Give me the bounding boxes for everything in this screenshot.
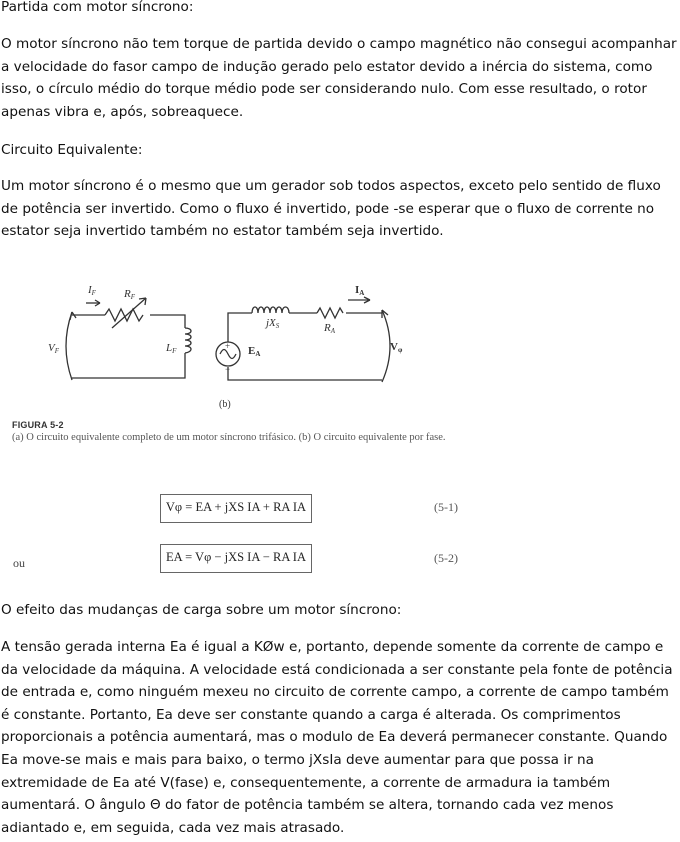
equation-number-5-2: (5-2) <box>434 551 458 565</box>
section-title-partida: Partida com motor síncrono: <box>1 0 194 15</box>
svg-text:−: − <box>225 364 231 374</box>
svg-text:jXS: jXS <box>266 317 280 330</box>
svg-text:RA: RA <box>324 322 336 335</box>
svg-text:+: + <box>225 341 231 351</box>
equation-5-2: EA = Vφ − jXS IA − RA IA <box>160 544 312 573</box>
svg-text:IA: IA <box>355 284 365 297</box>
figure-caption: (a) O circuito equivalente completo de um motor síncrono trifásico. (b) O circuito equivalente por fase. <box>12 432 446 443</box>
svg-text:VF: VF <box>48 342 60 355</box>
armature-reactance-jxs <box>252 307 289 313</box>
equation-connector: ou <box>13 556 25 570</box>
svg-text:Vφ: Vφ <box>390 341 403 354</box>
svg-text:RF: RF <box>124 288 136 301</box>
section-title-efeito-carga: O efeito das mudanças de carga sobre um motor síncrono: <box>1 602 402 618</box>
equation-5-1: Vφ = EA + jXS IA + RA IA <box>160 494 312 523</box>
figure-caption-head: FIGURA 5-2 <box>12 420 64 430</box>
armature-resistor-ra <box>317 308 343 318</box>
equation-number-5-1: (5-1) <box>434 500 458 514</box>
field-resistor-rf <box>105 309 143 321</box>
svg-text:EA: EA <box>248 345 261 358</box>
paragraph-efeito-carga: A tensão gerada interna Ea é igual a KØw e, portanto, depende somente da corrente de campo e da velocidade da máquina. A velocidade está condicionada a ser constante pela fonte de potência de entrada e, como ninguém mexeu no circuito de corrente campo, a corrente de campo também é constante. Portanto, Ea deve ser constante quando a carga é alterada. Os comprimentos proporcionais a potência aumentará, mas o modulo de Ea deverá permanecer constante. Quando Ea move-se mais e mais para baixo, o termo jXsIa deve aumentar para que possa ir na extremidade de Ea até V(fase) e, consequentemente, a corrente de armadura ia também aumentará. O ângulo Θ do fator de potência também se altera, tornando cada vez menos adiantado e, em seguida, cada vez mais atrasado. <box>1 639 673 836</box>
equivalent-circuit-figure <box>0 250 680 415</box>
paragraph-partida: O motor síncrono não tem torque de partida devido o campo magnético não consegui acompanhar a velocidade do fasor campo de indução gerado pelo estator devido a inércia do sistema, como isso, o círculo médio do torque médio pode ser considerando nulo. Com esse resultado, o rotor apenas vibra e, após, sobreaquece. <box>1 36 677 120</box>
section-title-circuito: Circuito Equivalente: <box>1 142 143 158</box>
svg-text:IF: IF <box>88 284 96 297</box>
svg-text:LF: LF <box>166 342 177 355</box>
figure-part-label: (b) <box>219 399 231 410</box>
field-inductor-lf <box>185 328 191 353</box>
paragraph-circuito: Um motor síncrono é o mesmo que um gerador sob todos aspectos, exceto pelo sentido de fluxo de potência ser invertido. Como o fluxo é invertido, pode -se esperar que o fluxo de corrente no estator seja invertido também no estator também seja invertido. <box>1 178 661 240</box>
